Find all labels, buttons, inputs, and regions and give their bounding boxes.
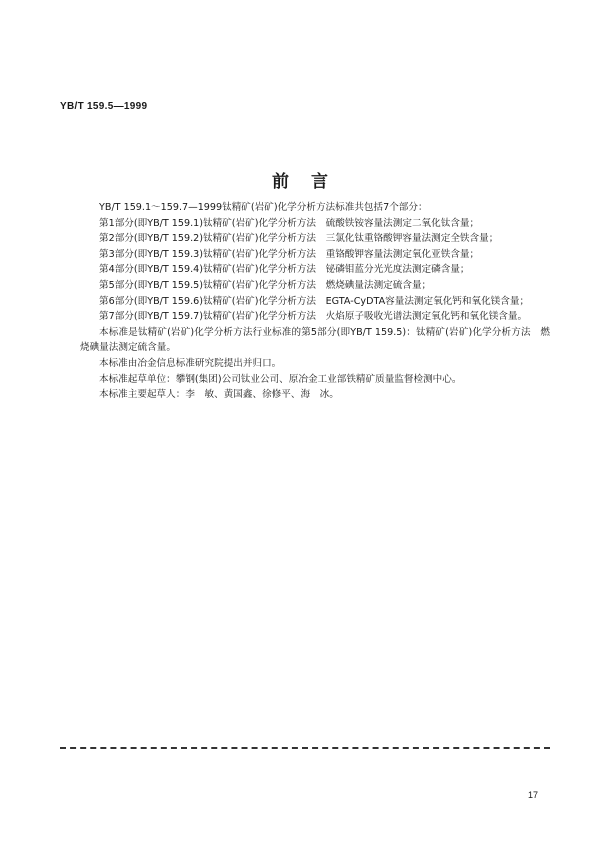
paragraph-part-6: 第6部分(即YB/T 159.6)钛精矿(岩矿)化学分析方法 EGTA-CyDTA容量法测定氧化钙和氧化镁含量； — [99, 295, 530, 307]
paragraph-part-1: 第1部分(即YB/T 159.1)钛精矿(岩矿)化学分析方法 硫酸铁铵容量法测定二氧化钛含量； — [99, 217, 480, 229]
foreword-body — [80, 200, 550, 403]
paragraph-part-7: 第7部分(即YB/T 159.7)钛精矿(岩矿)化学分析方法 火焰原子吸收光谱法测定氧化钙和氧化镁含量。 — [99, 311, 528, 323]
paragraph-proposer: 本标准由冶金信息标准研究院提出并归口。 — [99, 357, 282, 369]
paragraph-part-3: 第3部分(即YB/T 159.3)钛精矿(岩矿)化学分析方法 重铬酸钾容量法测定氧化亚铁含量； — [99, 248, 480, 260]
paragraph-intro: YB/T 159.1～159.7—1999钛精矿(岩矿)化学分析方法标准共包括7个部分： — [99, 202, 428, 213]
paragraph-part-4: 第4部分(即YB/T 159.4)钛精矿(岩矿)化学分析方法 铋磷钼蓝分光光度法测定磷含量； — [99, 264, 470, 276]
paragraph-drafters: 本标准主要起草人：李 敏、黄国鑫、徐修平、海 冰。 — [99, 389, 339, 401]
paragraph-part-2: 第2部分(即YB/T 159.2)钛精矿(岩矿)化学分析方法 三氯化钛重铬酸钾容量法测定全铁含量； — [99, 233, 499, 245]
paragraph-part-5: 第5部分(即YB/T 159.5)钛精矿(岩矿)化学分析方法 燃烧碘量法测定硫含量； — [99, 279, 432, 291]
footer-divider — [60, 747, 550, 749]
standard-code: YB/T 159.5—1999 — [60, 101, 148, 112]
paragraph-drafting-units: 本标准起草单位：攀钢(集团)公司钛业公司、原冶金工业部铁精矿质量监督检测中心。 — [99, 373, 462, 385]
paragraph-scope: 本标准是钛精矿(岩矿)化学分析方法行业标准的第5部分(即YB/T 159.5)：钛精矿(岩矿)化学分析方法 燃烧碘量法测定硫含量。 — [80, 326, 550, 354]
page-title: 前言 — [272, 172, 350, 192]
page-number: 17 — [528, 790, 539, 800]
